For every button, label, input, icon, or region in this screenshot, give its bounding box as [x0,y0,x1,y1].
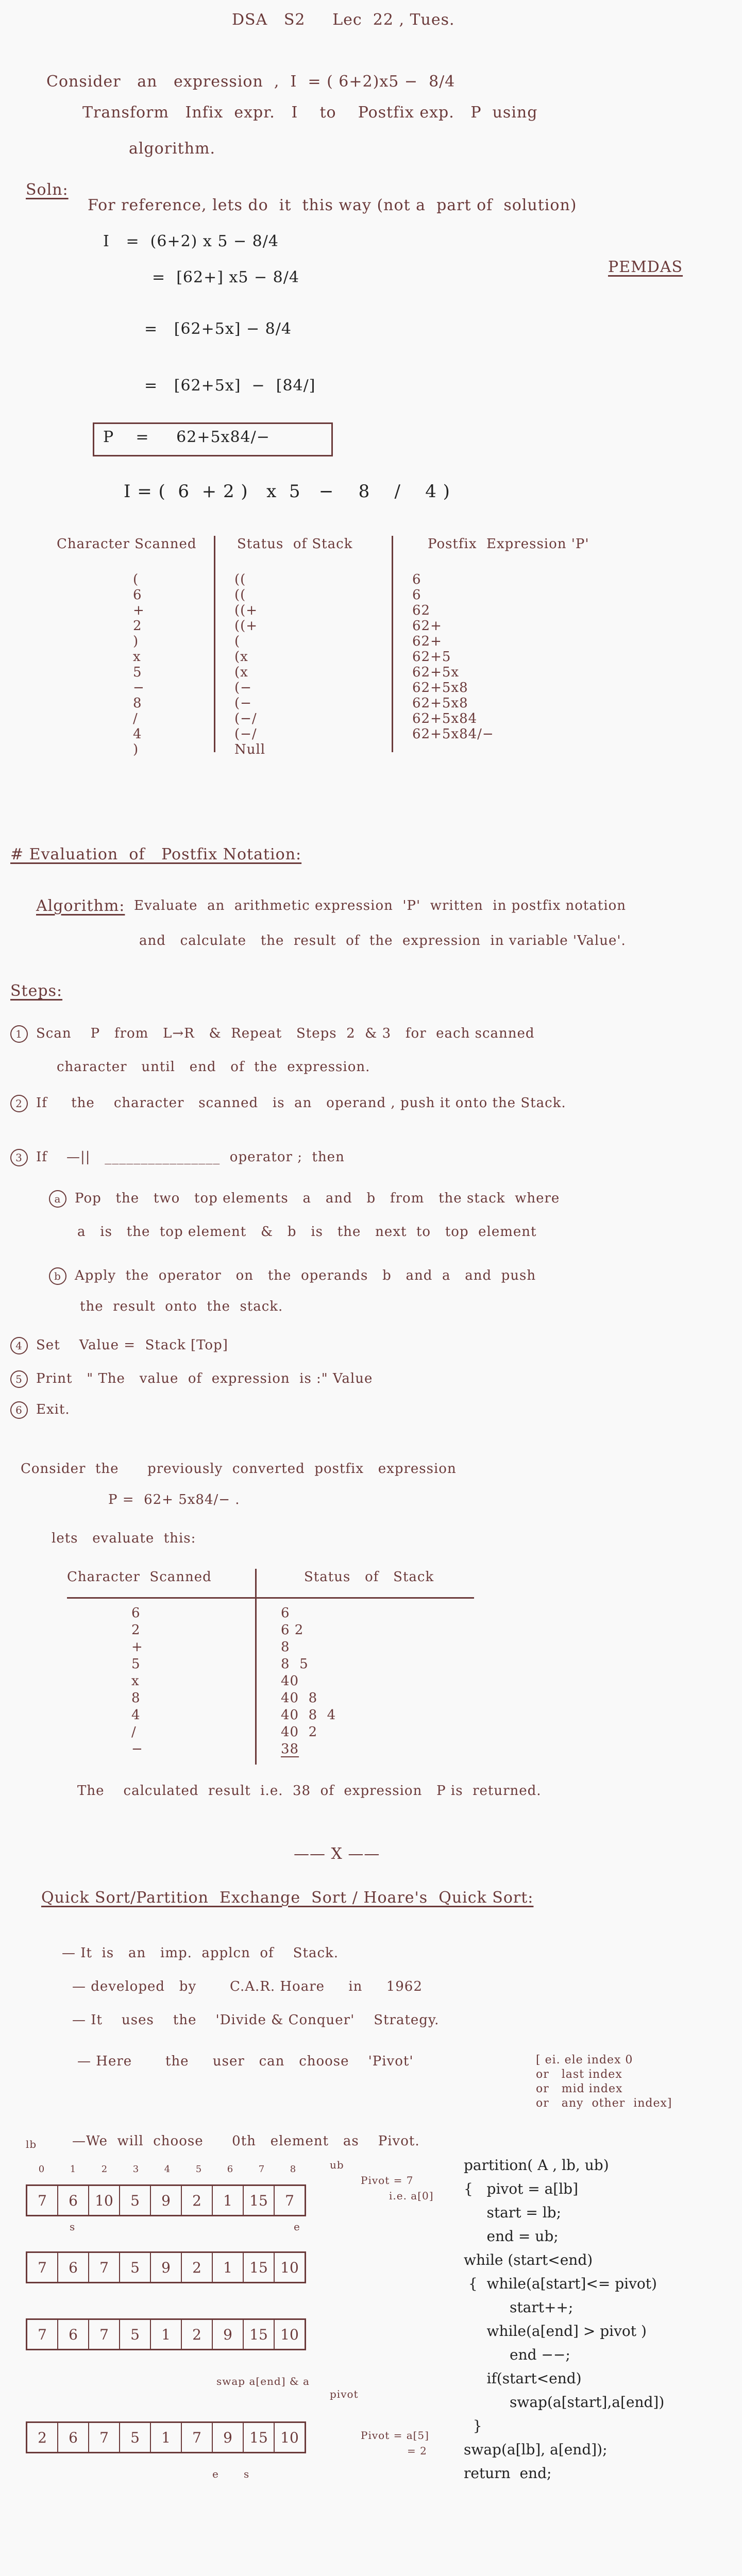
eval-char: − [131,1741,143,1757]
array-row-2 [26,2251,306,2283]
conv-postfix: 62+5x84 [412,711,478,726]
conv-stack: ((+ [234,603,258,618]
array-cell: 7 [89,2423,120,2452]
array-cell: 9 [213,2423,244,2452]
index-label: 5 [195,2164,202,2175]
step-number: 1 [10,1025,28,1043]
eval-char: + [131,1639,143,1655]
index-label: 3 [132,2164,139,2175]
choose-pivot-note: —We will choose 0th element as Pivot. [72,2133,420,2149]
step-number: 6 [10,1401,28,1419]
array-cell: 6 [58,2423,89,2452]
steps-label: Steps: [10,982,63,1000]
start-marker: s [70,2221,76,2233]
conv-postfix: 62+ [412,634,442,649]
index-label: 1 [70,2164,76,2175]
conv-stack: (− [234,696,252,711]
array-cell: 9 [151,2186,182,2215]
step-4 [10,1337,228,1354]
eval-char: / [131,1724,137,1740]
array-row-3 [26,2318,306,2350]
array-cell: 1 [151,2423,182,2452]
solution-step: = [62+] x5 − 8/4 [152,268,299,286]
code-line: } [464,2417,482,2434]
step-text: If the character scanned is an operand , push it onto the Stack. [36,1095,566,1111]
conv-char: 8 [133,696,142,711]
array-cell: 5 [120,2423,151,2452]
conv-postfix: 62+5 [412,649,451,665]
eval-divider [255,1569,257,1765]
substep-letter: b [49,1267,66,1285]
end-marker: e [294,2221,300,2233]
eval-stack: 40 [281,1673,299,1689]
array-cell: 15 [244,2253,275,2282]
conv-postfix: 62+5x84/− [412,726,494,742]
eval-char: 4 [131,1707,141,1723]
pivot-note: i.e. a[0] [389,2190,434,2202]
partition-code [464,2154,664,2485]
eval-char: x [131,1673,140,1689]
conv-postfix: 62+ [412,618,442,634]
final-pivot-note: = 2 [407,2445,427,2457]
conv-postfix: 62+5x8 [412,680,468,696]
end-marker: e [212,2468,219,2480]
step-5 [10,1370,373,1388]
pemdas-note: PEMDAS [608,258,683,276]
array-cell: 1 [213,2253,244,2282]
step-3a-cont: a is the top element & b is the next to top element [77,1224,537,1240]
solution-step: = [62+5x] − [84/] [144,377,316,395]
example-line-2: P = 62+ 5x84/− . [108,1492,240,1507]
algorithm-line-1: Evaluate an arithmetic expression 'P' written in postfix notation [134,898,627,913]
array-cell: 7 [285,2192,294,2209]
eval-header-stack: Status of Stack [304,1569,434,1585]
conv-stack: (−/ [234,711,257,726]
quicksort-heading: Quick Sort/Partition Exchange Sort / Hoare's Quick Sort: [41,1889,534,1907]
swap-note: swap a[end] & a [216,2375,310,2387]
conv-postfix-col [412,572,494,742]
intro-line-3: algorithm. [129,140,216,158]
eval-result: The calculated result i.e. 38 of expression P is returned. [77,1783,542,1799]
array-cell: 2 [27,2423,58,2452]
code-line: return end; [464,2465,552,2482]
conv-stack: (−/ [234,726,257,742]
code-line: { while(a[start]<= pivot) [464,2275,657,2292]
intro-line-1: Consider an expression , I = ( 6+2)x5 − 8/4 [46,73,456,91]
conv-char: − [133,680,145,696]
array-cell: 9 [151,2253,182,2282]
conv-header-char: Character Scanned [57,536,197,552]
conv-divider [214,536,215,752]
step-3b [49,1267,536,1285]
array-cell: 10 [89,2186,120,2215]
conv-char: 5 [133,665,142,680]
algorithm-line-2: and calculate the result of the expression in variable 'Value'. [139,933,626,948]
conv-postfix: 62+5x [412,665,460,680]
conv-stack: (( [234,587,246,603]
array-cell: 7 [89,2320,120,2349]
quicksort-bullet: — It uses the 'Divide & Conquer' Strategy. [72,2012,440,2028]
intro-line-2: Transform Infix expr. I to Postfix exp. P using [82,104,538,122]
code-line: end = ub; [464,2228,559,2245]
pivot-option: or last index [536,2068,622,2081]
code-line: swap(a[lb], a[end]); [464,2441,608,2458]
step-text: Set Value = Stack [Top] [36,1337,228,1353]
conv-divider [392,536,393,752]
array-cell: 7 [27,2320,58,2349]
array-cell: 15 [244,2423,275,2452]
array-row-1 [26,2184,306,2216]
evaluation-heading: # Evaluation of Postfix Notation: [10,845,302,863]
algorithm-label: Algorithm: [36,897,125,915]
eval-chars-col [131,1605,143,1758]
array-cell: 9 [213,2320,244,2349]
step-1 [10,1025,535,1043]
array-cell: 6 [58,2253,89,2282]
section-divider: —— X —— [294,1845,380,1863]
pivot-option: or mid index [536,2082,623,2095]
conv-stack-col [234,572,265,757]
eval-stack: 6 [281,1605,290,1621]
code-line: partition( A , lb, ub) [464,2157,609,2174]
index-label: 4 [164,2164,171,2175]
array-cell: 7 [27,2186,58,2215]
step-3a [49,1190,560,1208]
array-cell: 7 [27,2253,58,2282]
step-1-cont: character until end of the expression. [57,1059,370,1075]
conv-stack: (− [234,680,252,696]
array-cell: 15 [244,2186,275,2215]
conv-postfix: 6 [412,587,421,603]
index-row [26,2164,309,2175]
eval-stack: 6 2 [281,1622,304,1638]
answer-text: P = 62+5x84/− [103,428,270,446]
array-cell: 2 [182,2253,213,2282]
array-cell: 7 [89,2253,120,2282]
index-label: 0 [38,2164,45,2175]
solution-step: I = (6+2) x 5 − 8/4 [103,232,279,250]
step-text: Apply the operator on the operands b and a and push [75,1268,536,1283]
conv-char: ) [133,634,139,649]
quicksort-bullet: — developed by C.A.R. Hoare in 1962 [72,1979,423,1994]
eval-stack-col [281,1605,336,1758]
step-number: 5 [10,1370,28,1388]
quicksort-bullet: — It is an imp. applcn of Stack. [62,1945,339,1961]
ub-label: ub [330,2159,344,2171]
step-2 [10,1095,566,1112]
array-cell: 2 [182,2320,213,2349]
final-pivot-note: Pivot = a[5] [361,2429,429,2442]
solution-note: For reference, lets do it this way (not a part of solution) [88,196,577,214]
array-cell: 1 [151,2320,182,2349]
conv-char: 4 [133,726,142,742]
code-line: while (start<end) [464,2251,593,2268]
eval-stack: 8 5 [281,1656,309,1672]
array-cell: 5 [120,2253,151,2282]
step-number: 2 [10,1095,28,1112]
pivot-options [536,2053,672,2111]
step-number: 3 [10,1149,28,1166]
example-line-1: Consider the previously converted postfix expression [21,1461,457,1477]
conv-stack: Null [234,742,266,757]
code-line: start = lb; [464,2204,562,2221]
eval-stack: 40 2 [281,1724,318,1740]
step-number: 4 [10,1337,28,1354]
conv-stack: ( [234,634,241,649]
eval-char: 8 [131,1690,141,1706]
step-6 [10,1401,70,1419]
eval-stack: 8 [281,1639,290,1655]
eval-stack: 38 [281,1741,299,1757]
code-line: while(a[end] > pivot ) [464,2323,647,2340]
step-text: Exit. [36,1402,70,1417]
array-cell: 7 [182,2423,213,2452]
conv-stack: ((+ [234,618,258,634]
eval-char: 5 [131,1656,141,1672]
conv-stack: (( [234,572,246,587]
step-text: If —|| ________________ operator ; then [36,1149,345,1165]
array-cell: 10 [280,2326,299,2343]
array-cell: 6 [58,2320,89,2349]
conv-char: ) [133,742,139,757]
spaced-expression: I = ( 6 + 2 ) x 5 − 8 / 4 ) [124,481,450,502]
eval-header-rule [67,1597,474,1599]
step-3b-cont: the result onto the stack. [80,1299,283,1314]
conv-char: + [133,603,145,618]
conv-postfix: 6 [412,572,421,587]
conv-char: 6 [133,587,142,603]
index-label: 8 [290,2164,296,2175]
array-cell: 5 [120,2186,151,2215]
solution-label: Soln: [26,181,69,199]
code-line: if(start<end) [464,2370,582,2387]
start-marker: s [244,2468,250,2480]
step-text: Pop the two top elements a and b from the stack where [75,1191,560,1206]
example-line-3: lets evaluate this: [52,1531,196,1546]
conv-postfix: 62+5x8 [412,696,468,711]
swap-note-pivot: pivot [330,2388,359,2400]
index-label: 6 [227,2164,233,2175]
eval-char: 6 [131,1605,141,1621]
conv-stack: (x [234,665,248,680]
conv-postfix: 62 [412,603,431,618]
step-3 [10,1149,345,1166]
step-text: Print " The value of expression is :" Value [36,1371,373,1386]
eval-char: 2 [131,1622,141,1638]
conv-stack: (x [234,649,248,665]
eval-stack: 40 8 4 [281,1707,336,1723]
pivot-option: or any other index] [536,2097,672,2110]
conv-char: x [133,649,141,665]
conv-header-postfix: Postfix Expression 'P' [428,536,589,552]
eval-header-char: Character Scanned [67,1569,212,1585]
conv-chars-col [133,572,145,757]
conv-char: ( [133,572,139,587]
conv-char: / [133,711,138,726]
index-label: 7 [258,2164,265,2175]
index-label: 2 [101,2164,108,2175]
array-cell: 1 [213,2186,244,2215]
array-cell: 2 [182,2186,213,2215]
conv-char: 2 [133,618,142,634]
array-cell: 10 [280,2259,299,2276]
code-line: start++; [464,2299,574,2316]
pivot-option: [ ei. ele index 0 [536,2054,633,2066]
pivot-note: Pivot = 7 [361,2174,414,2187]
array-row-4 [26,2421,306,2453]
lb-label: lb [26,2138,37,2150]
array-cell: 15 [244,2320,275,2349]
code-line: end −−; [464,2346,570,2363]
conv-header-stack: Status of Stack [237,536,353,552]
array-cell: 10 [280,2429,299,2446]
solution-step: = [62+5x] − 8/4 [144,320,292,338]
eval-stack: 40 8 [281,1690,318,1706]
quicksort-bullet: — Here the user can choose 'Pivot' [77,2054,414,2069]
substep-letter: a [49,1190,66,1208]
page-title: DSA S2 Lec 22 , Tues. [232,11,455,29]
code-line: { pivot = a[lb] [464,2180,579,2197]
array-cell: 6 [58,2186,89,2215]
step-text: Scan P from L→R & Repeat Steps 2 & 3 for each scanned [36,1026,535,1041]
code-line: swap(a[start],a[end]) [464,2394,665,2411]
array-cell: 5 [120,2320,151,2349]
